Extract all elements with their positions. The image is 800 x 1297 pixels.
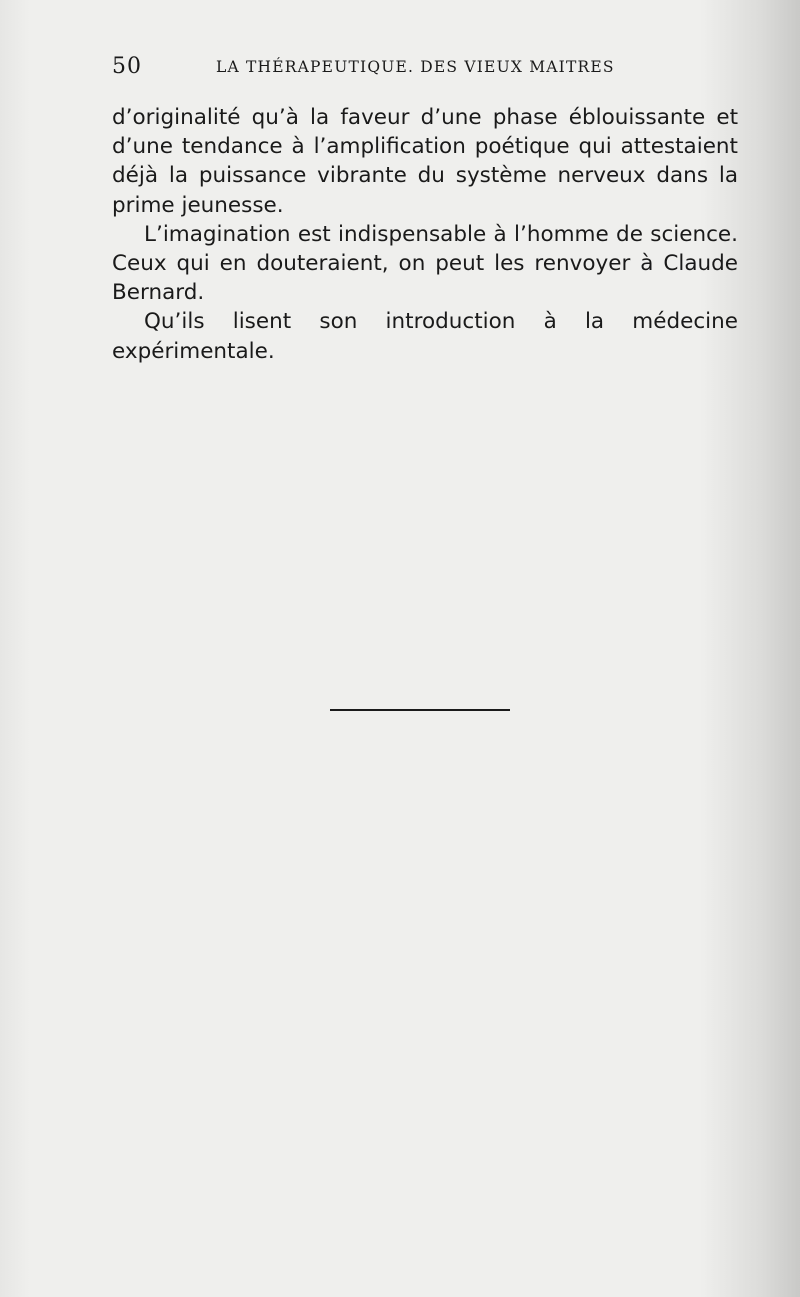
paragraph-1: d’originalité qu’à la faveur d’une phase éblouissante et d’une tendance à l’amplification poétique qui attestaient déjà la puissance vibrante du système nerveux dans la prime jeunesse. <box>112 105 738 218</box>
body-text <box>112 103 738 366</box>
page-number: 50 <box>112 54 142 79</box>
chapter-end-rule <box>330 709 510 711</box>
paragraph-3: Qu’ils lisent son introduction à la médecine expérimentale. <box>112 309 738 364</box>
running-title: LA THÉRAPEUTIQUE. DES VIEUX MAITRES <box>216 58 615 76</box>
paragraph-2: L’imagination est indispensable à l’homme de science. Ceux qui en douteraient, on peut les renvoyer à Claude Bernard. <box>112 221 738 306</box>
page-header <box>112 54 752 84</box>
